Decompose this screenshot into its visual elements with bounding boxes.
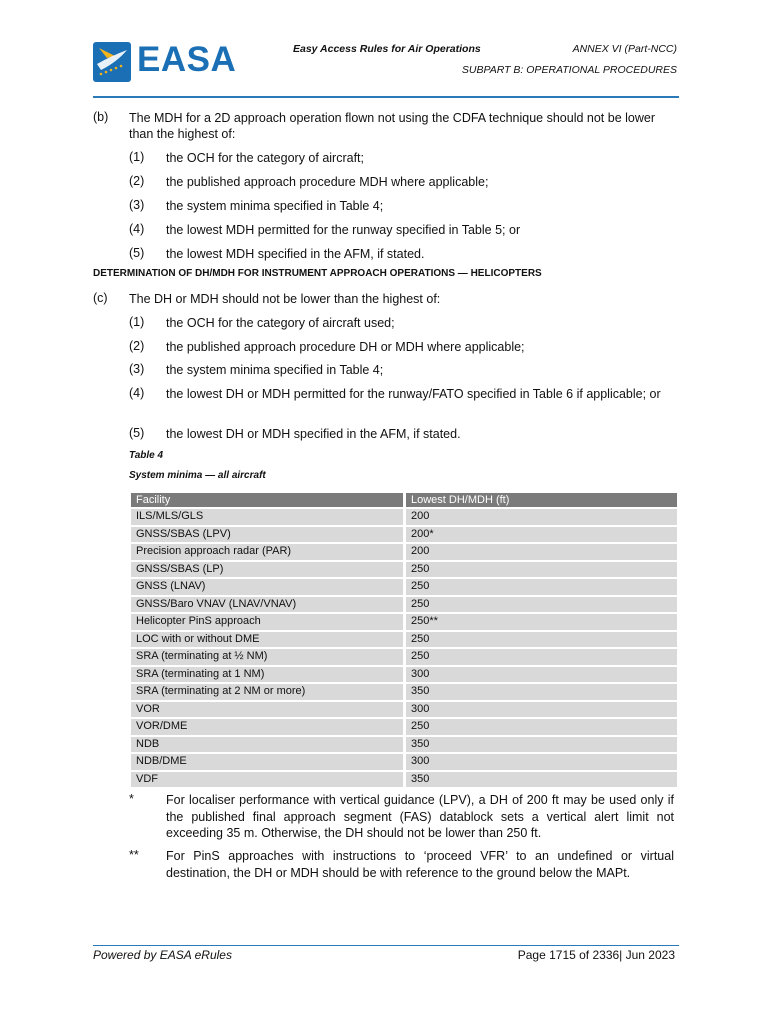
facility-cell: Precision approach radar (PAR) — [131, 544, 406, 560]
minima-cell: 250 — [406, 719, 677, 735]
minima-cell: 250 — [406, 562, 677, 578]
section-heading: DETERMINATION OF DH/MDH FOR INSTRUMENT APPROACH OPERATIONS — HELICOPTERS — [93, 268, 542, 279]
minima-cell: 250 — [406, 649, 677, 665]
section-b-text: The MDH for a 2D approach operation flown not using the CDFA technique should not be lower than the highest of: — [129, 111, 656, 141]
minima-cell: 250 — [406, 597, 677, 613]
minima-cell: 200 — [406, 509, 677, 525]
table-body — [131, 509, 677, 787]
facility-cell: Helicopter PinS approach — [131, 614, 406, 630]
subpart-label: SUBPART B: OPERATIONAL PROCEDURES — [461, 64, 677, 76]
facility-cell: VOR/DME — [131, 719, 406, 735]
footnote-marker: * — [129, 792, 134, 806]
table-row — [131, 527, 677, 543]
table-row — [131, 772, 677, 788]
document-title: Easy Access Rules for Air Operations — [293, 43, 481, 55]
table-row — [131, 632, 677, 648]
table-row — [131, 684, 677, 700]
logo-text: EASA — [137, 40, 237, 79]
list-item-label: (1) — [129, 150, 145, 164]
table-caption: System minima — all aircraft — [129, 470, 266, 481]
footnote-text: For PinS approaches with instructions to ‘proceed VFR’ to an undefined or virtual destination, the DH or MDH should be with reference to the ground below the MAPt. — [166, 849, 674, 880]
table-row — [131, 614, 677, 630]
footnote-marker: ** — [129, 848, 139, 862]
list-item: the OCH for the category of aircraft; — [166, 151, 364, 165]
list-item-label: (4) — [129, 386, 145, 400]
table-row — [131, 579, 677, 595]
facility-cell: GNSS/SBAS (LP) — [131, 562, 406, 578]
page-header — [93, 40, 679, 98]
table-row — [131, 597, 677, 613]
list-item-label: (4) — [129, 222, 145, 236]
minima-cell: 250 — [406, 579, 677, 595]
facility-cell: NDB/DME — [131, 754, 406, 770]
section-c-text: The DH or MDH should not be lower than the highest of: — [129, 292, 441, 306]
table-row — [131, 754, 677, 770]
list-item: the lowest DH or MDH permitted for the runway/FATO specified in Table 6 if applicable; or — [166, 387, 661, 401]
table-header-row — [131, 493, 677, 507]
facility-cell: ILS/MLS/GLS — [131, 509, 406, 525]
list-item-label: (2) — [129, 339, 145, 353]
easa-logo — [93, 40, 237, 84]
minima-cell: 350 — [406, 684, 677, 700]
easa-logo-icon — [93, 42, 131, 82]
facility-cell: GNSS/SBAS (LPV) — [131, 527, 406, 543]
list-item: the OCH for the category of aircraft used; — [166, 316, 395, 330]
list-item-label: (3) — [129, 362, 145, 376]
minima-cell: 250** — [406, 614, 677, 630]
list-item-label: (5) — [129, 246, 145, 260]
column-header-facility: Facility — [131, 493, 406, 507]
list-item-label: (5) — [129, 426, 145, 440]
facility-cell: LOC with or without DME — [131, 632, 406, 648]
table-row — [131, 509, 677, 525]
table-row — [131, 562, 677, 578]
list-item: the lowest DH or MDH specified in the AFM, if stated. — [166, 427, 461, 441]
minima-cell: 250 — [406, 632, 677, 648]
table-row — [131, 667, 677, 683]
header-divider — [93, 96, 679, 98]
table-row — [131, 737, 677, 753]
facility-cell: VOR — [131, 702, 406, 718]
facility-cell: VDF — [131, 772, 406, 788]
section-c-label: (c) — [93, 291, 108, 305]
facility-cell: GNSS (LNAV) — [131, 579, 406, 595]
section-b-label: (b) — [93, 110, 109, 124]
minima-cell: 200* — [406, 527, 677, 543]
facility-cell: GNSS/Baro VNAV (LNAV/VNAV) — [131, 597, 406, 613]
facility-cell: NDB — [131, 737, 406, 753]
list-item: the system minima specified in Table 4; — [166, 363, 384, 377]
annex-label: ANNEX VI (Part-NCC) — [572, 43, 677, 55]
minima-cell: 350 — [406, 772, 677, 788]
footer-page-number: Page 1715 of 2336| Jun 2023 — [517, 948, 675, 962]
list-item-label: (1) — [129, 315, 145, 329]
list-item: the published approach procedure DH or MDH where applicable; — [166, 340, 525, 354]
minima-cell: 300 — [406, 702, 677, 718]
table-row — [131, 544, 677, 560]
list-item: the published approach procedure MDH where applicable; — [166, 175, 489, 189]
footnote-text: For localiser performance with vertical guidance (LPV), a DH of 200 ft may be used only if the published final approach segment (FAS) datablock sets a vertical alert limit not exceeding 35 m. Otherwise, the DH should not be lower than 250 ft. — [166, 793, 674, 840]
list-item: the system minima specified in Table 4; — [166, 199, 384, 213]
minima-cell: 350 — [406, 737, 677, 753]
footer-powered-by: Powered by EASA eRules — [93, 948, 232, 962]
table-row — [131, 702, 677, 718]
minima-cell: 300 — [406, 667, 677, 683]
facility-cell: SRA (terminating at 1 NM) — [131, 667, 406, 683]
footer-divider — [93, 945, 679, 946]
facility-cell: SRA (terminating at 2 NM or more) — [131, 684, 406, 700]
minima-cell: 300 — [406, 754, 677, 770]
list-item-label: (3) — [129, 198, 145, 212]
table-row — [131, 719, 677, 735]
minima-cell: 200 — [406, 544, 677, 560]
list-item-label: (2) — [129, 174, 145, 188]
table-row — [131, 649, 677, 665]
table-number: Table 4 — [129, 450, 164, 461]
list-item: the lowest MDH specified in the AFM, if stated. — [166, 247, 425, 261]
facility-cell: SRA (terminating at ½ NM) — [131, 649, 406, 665]
column-header-lowest-dh-mdh: Lowest DH/MDH (ft) — [406, 493, 677, 507]
list-item: the lowest MDH permitted for the runway specified in Table 5; or — [166, 223, 521, 237]
system-minima-table — [131, 491, 677, 789]
